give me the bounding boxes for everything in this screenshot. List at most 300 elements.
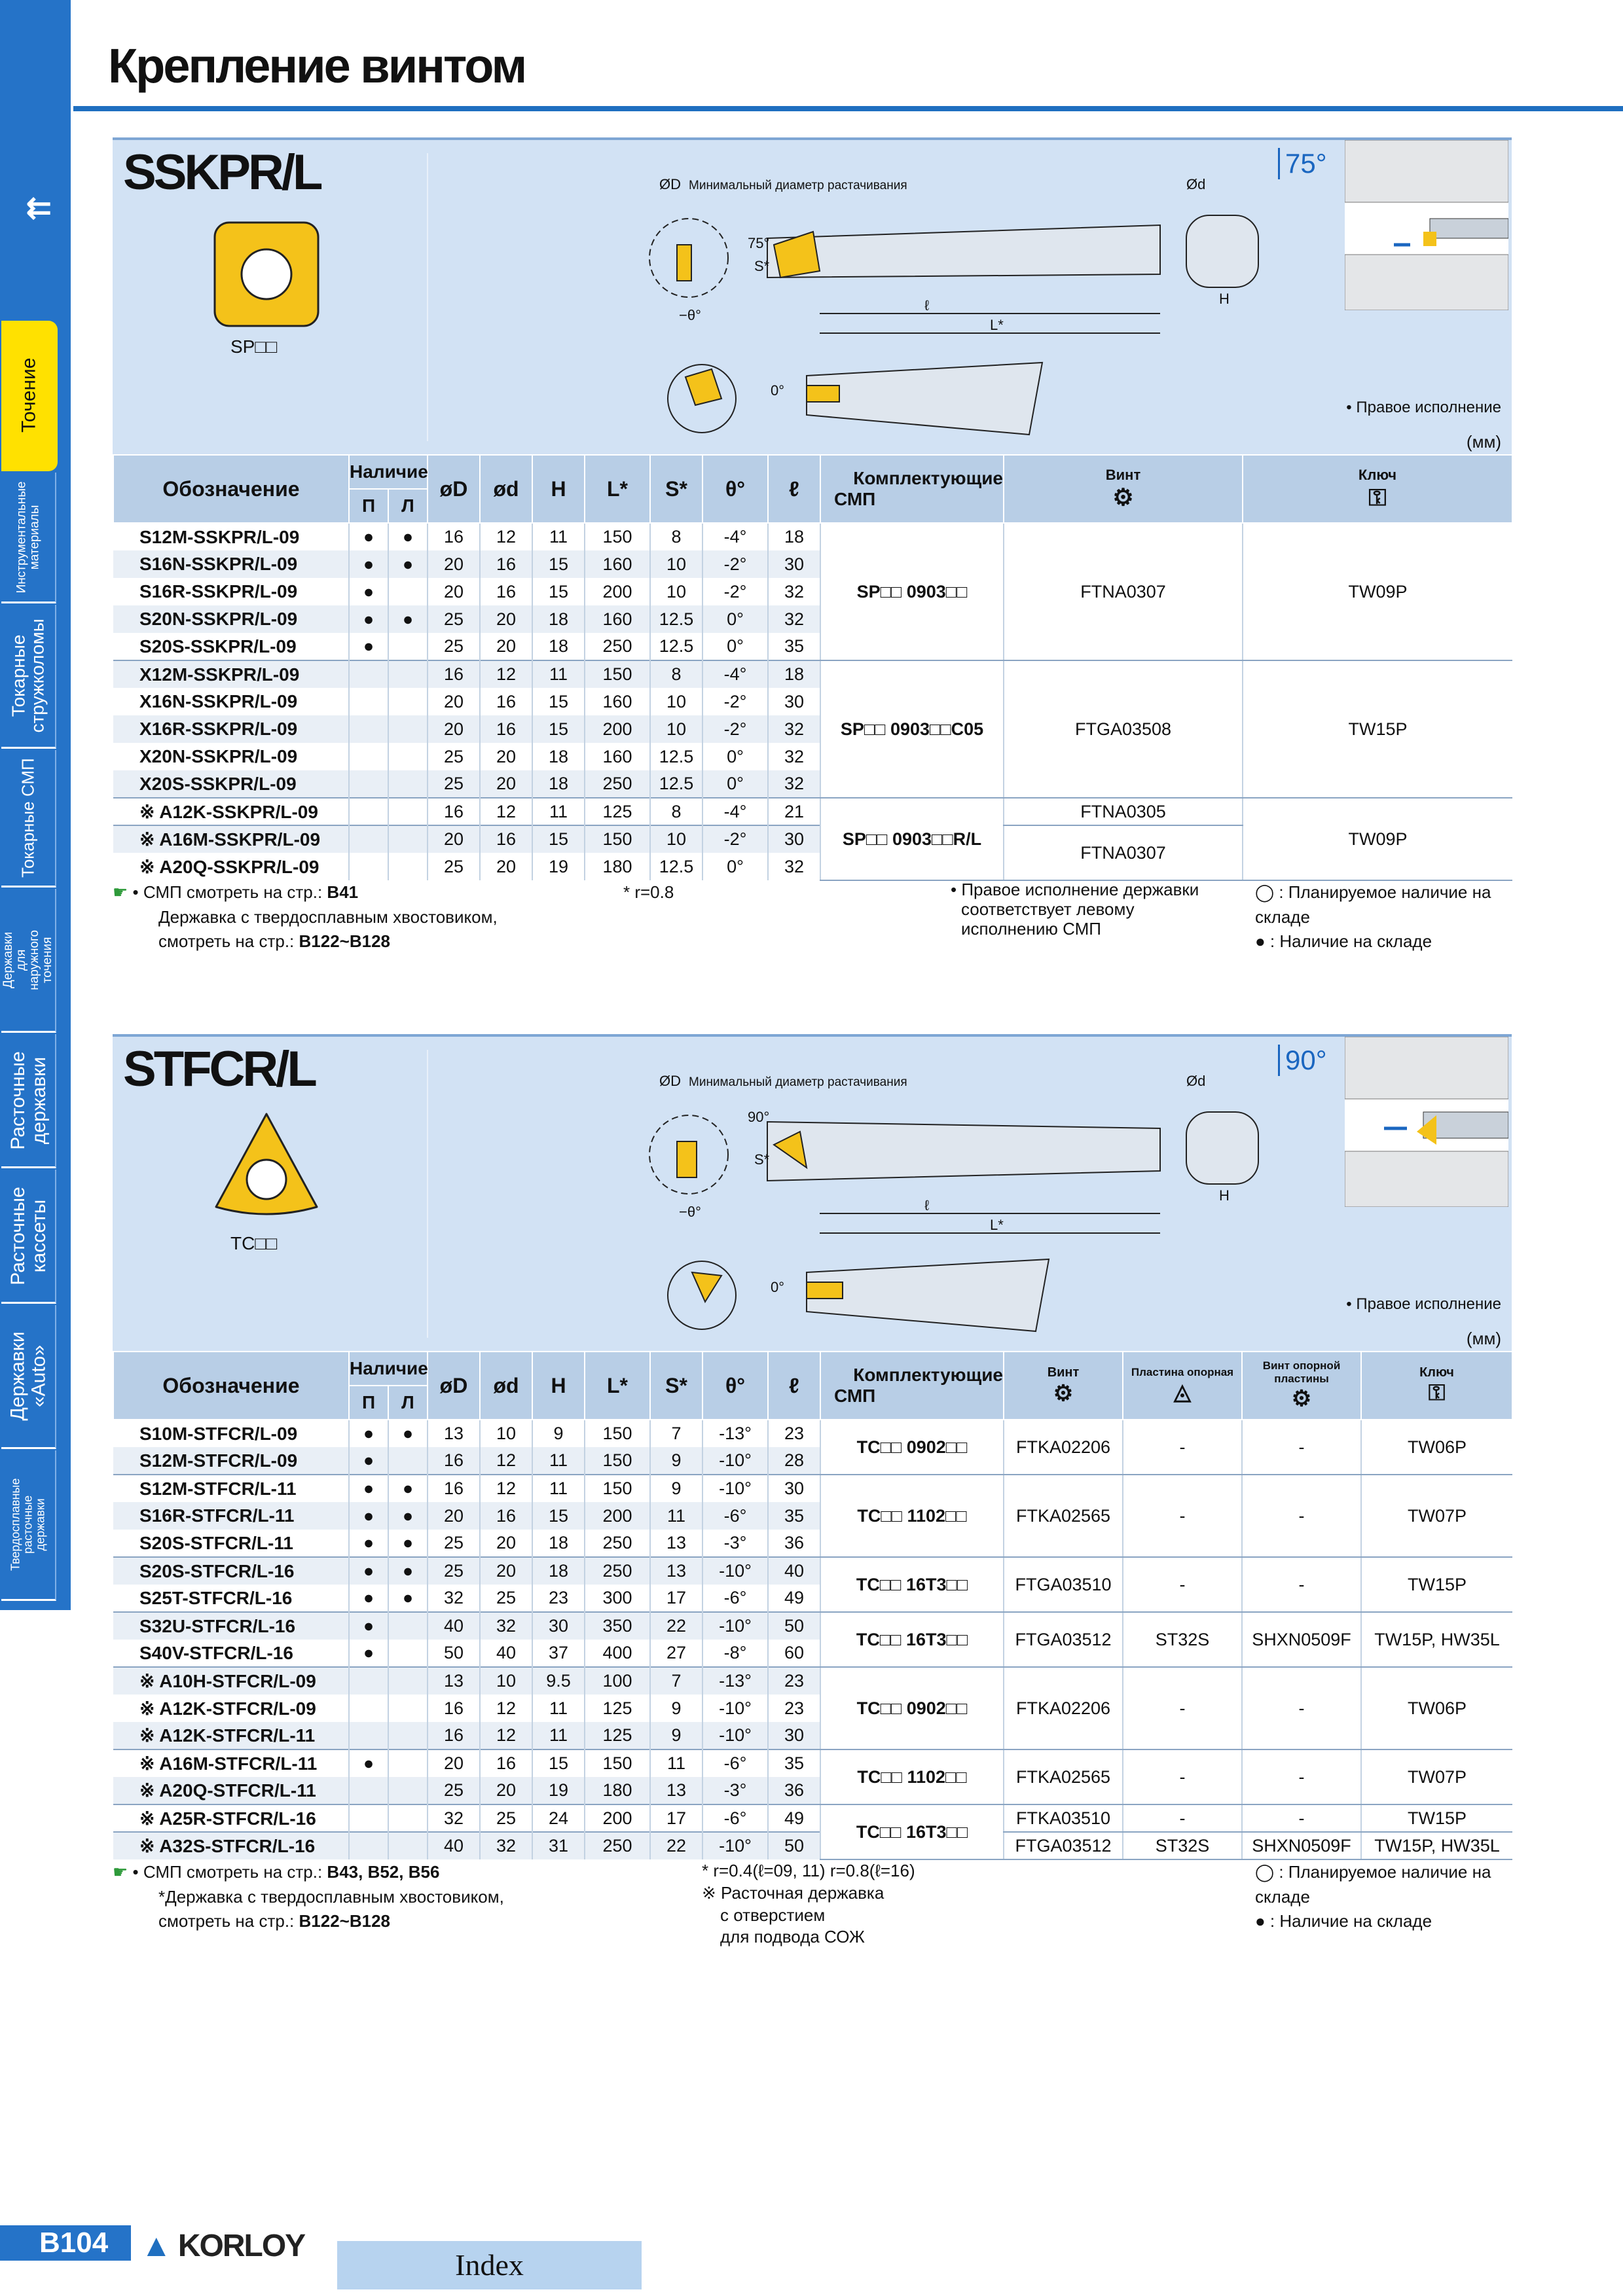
table-cell: TC□□ 0902□□: [820, 1420, 1004, 1475]
tab-carbide-bars[interactable]: Твердосплавные расточные державки: [1, 1450, 56, 1601]
right-hand-notes: • Правое исполнение державки соответствует левому исполнению СМП: [951, 880, 1199, 939]
table-cell: 11: [650, 1502, 702, 1530]
table-cell: 160: [585, 550, 650, 578]
table-cell: 21: [768, 798, 820, 825]
table-cell: 16: [480, 825, 532, 853]
table-cell: -: [1242, 1667, 1361, 1749]
col-L: L*: [585, 1352, 650, 1420]
table-cell: 9: [650, 1475, 702, 1502]
table-cell: 10: [480, 1667, 532, 1695]
table-cell: 32: [480, 1612, 532, 1640]
col-p: П: [349, 489, 388, 523]
table-cell: [349, 770, 388, 798]
table-cell: 36: [768, 1530, 820, 1557]
table-cell: ※ A16M-STFCR/L-11: [113, 1749, 349, 1777]
table-cell: [388, 770, 428, 798]
table-cell: 20: [480, 770, 532, 798]
table-cell: 15: [532, 688, 585, 715]
table-cell: -4°: [702, 798, 768, 825]
table-cell: 250: [585, 770, 650, 798]
col-ell: ℓ: [768, 1352, 820, 1420]
table-row: [113, 1420, 1512, 1447]
col-components: Комплектующие СМП: [820, 455, 1004, 523]
table-cell: 9: [650, 1722, 702, 1749]
table-cell: 8: [650, 660, 702, 688]
table-cell: 31: [532, 1832, 585, 1859]
table-cell: [349, 743, 388, 770]
table-cell: X20S-SSKPR/L-09: [113, 770, 349, 798]
table-cell: 11: [532, 798, 585, 825]
table-cell: 32: [768, 715, 820, 743]
col-shim: Пластина опорная ◬: [1123, 1352, 1242, 1420]
table-cell: 25: [428, 1557, 480, 1585]
table-cell: ST32S: [1123, 1612, 1242, 1667]
table-cell: 200: [585, 578, 650, 605]
table-cell: 12.5: [650, 743, 702, 770]
table-cell: 22: [650, 1612, 702, 1640]
table-cell: 18: [532, 770, 585, 798]
table-cell: 16: [480, 688, 532, 715]
table-cell: [388, 1804, 428, 1832]
insert-code: SP□□: [230, 336, 278, 357]
table-row: [113, 1749, 1512, 1777]
table-cell: ●: [388, 605, 428, 633]
table-cell: ●: [349, 633, 388, 660]
sskpr-table: [113, 454, 1513, 881]
table-row: [113, 1475, 1512, 1502]
col-screw: Винт ⚙: [1004, 1352, 1123, 1420]
table-cell: 20: [480, 1777, 532, 1804]
table-cell: 350: [585, 1612, 650, 1640]
table-cell: [349, 715, 388, 743]
table-cell: S32U-STFCR/L-16: [113, 1612, 349, 1640]
table-cell: 25: [428, 1777, 480, 1804]
table-cell: [349, 1667, 388, 1695]
table-cell: -: [1242, 1749, 1361, 1804]
col-H: H: [532, 1352, 585, 1420]
table-cell: [388, 1777, 428, 1804]
table-cell: FTKA02565: [1004, 1749, 1123, 1804]
table-cell: 32: [768, 743, 820, 770]
table-cell: 150: [585, 523, 650, 550]
table-cell: 300: [585, 1585, 650, 1612]
table-cell: 36: [768, 1777, 820, 1804]
col-designation: Обозначение: [113, 1352, 349, 1420]
table-cell: -2°: [702, 715, 768, 743]
table-cell: 13: [428, 1667, 480, 1695]
table-cell: 200: [585, 715, 650, 743]
table-cell: 12.5: [650, 605, 702, 633]
table-cell: 16: [480, 550, 532, 578]
table-cell: -13°: [702, 1667, 768, 1695]
table-row: [113, 1612, 1512, 1640]
table-cell: 23: [768, 1667, 820, 1695]
table-cell: -4°: [702, 523, 768, 550]
table-cell: 13: [428, 1420, 480, 1447]
table-cell: -: [1123, 1667, 1242, 1749]
hand-pointer-icon: ☛: [113, 882, 128, 902]
min-bore-label: Минимальный диаметр растачивания: [689, 179, 907, 192]
hand-pointer-icon: ☛: [113, 1862, 128, 1882]
table-cell: 17: [650, 1585, 702, 1612]
table-cell: TW15P, HW35L: [1361, 1612, 1512, 1667]
table-cell: 20: [428, 688, 480, 715]
diam-d-label: Ød: [1186, 1073, 1206, 1089]
table-cell: 15: [532, 715, 585, 743]
table-cell: 19: [532, 1777, 585, 1804]
tab-inserts[interactable]: Токарные СМП: [1, 750, 56, 888]
col-p: П: [349, 1386, 388, 1420]
table-cell: 13: [650, 1777, 702, 1804]
tab-turning[interactable]: Точение: [1, 321, 58, 471]
right-hand-note: • Правое исполнение: [1346, 399, 1501, 416]
table-cell: TW15P: [1361, 1557, 1512, 1612]
table-cell: 16: [480, 578, 532, 605]
table-cell: 32: [428, 1585, 480, 1612]
col-components: Комплектующие СМП: [820, 1352, 1004, 1420]
section-stfcr: [113, 1034, 1512, 1947]
table-cell: FTKA02565: [1004, 1475, 1123, 1557]
table-cell: 12: [480, 1722, 532, 1749]
table-cell: 160: [585, 605, 650, 633]
table-cell: ●: [349, 1612, 388, 1640]
table-cell: 250: [585, 1832, 650, 1859]
table-cell: 18: [768, 660, 820, 688]
table-cell: -6°: [702, 1804, 768, 1832]
table-cell: -6°: [702, 1502, 768, 1530]
boring-view-icon: [1345, 140, 1508, 310]
table-cell: 0°: [702, 605, 768, 633]
table-cell: 32: [768, 770, 820, 798]
table-cell: 12: [480, 1475, 532, 1502]
table-cell: 250: [585, 1530, 650, 1557]
angle-label: 90°: [748, 1109, 770, 1125]
table-cell: -2°: [702, 688, 768, 715]
table-cell: ●: [388, 1420, 428, 1447]
table-cell: 20: [480, 1530, 532, 1557]
table-row: [113, 798, 1512, 825]
table-cell: ※ A32S-STFCR/L-16: [113, 1832, 349, 1859]
diam-d-label: Ød: [1186, 176, 1206, 192]
table-cell: [349, 853, 388, 880]
table-cell: 18: [768, 523, 820, 550]
divider: [427, 1050, 428, 1338]
table-cell: 16: [480, 1749, 532, 1777]
H-label: H: [1219, 291, 1230, 307]
diam-D-label: ØD: [659, 176, 681, 192]
table-cell: 23: [532, 1585, 585, 1612]
table-cell: 32: [768, 853, 820, 880]
table-cell: TW09P: [1243, 798, 1512, 880]
table-cell: 32: [768, 605, 820, 633]
table-cell: [388, 853, 428, 880]
table-cell: 200: [585, 1804, 650, 1832]
table-cell: FTKA02206: [1004, 1420, 1123, 1475]
table-cell: -: [1123, 1420, 1242, 1475]
boring-view-icon: [1345, 1037, 1508, 1207]
table-cell: [388, 660, 428, 688]
table-cell: 17: [650, 1804, 702, 1832]
table-cell: SHXN0509F: [1242, 1832, 1361, 1859]
table-cell: -: [1242, 1475, 1361, 1557]
table-cell: ●: [349, 1640, 388, 1667]
table-cell: [388, 1640, 428, 1667]
tab-boring-cartridges[interactable]: Расточные кассеты: [1, 1170, 56, 1304]
table-cell: ※ A16M-SSKPR/L-09: [113, 825, 349, 853]
table-cell: 12: [480, 1447, 532, 1475]
table-row: [113, 1667, 1512, 1695]
table-cell: -: [1123, 1749, 1242, 1804]
holder-name: STFCR/L: [123, 1041, 315, 1097]
table-cell: 10: [650, 825, 702, 853]
table-cell: 10: [650, 715, 702, 743]
table-cell: 18: [532, 1557, 585, 1585]
table-cell: 25: [428, 605, 480, 633]
table-cell: 30: [532, 1612, 585, 1640]
table-cell: 12: [480, 1695, 532, 1722]
table-cell: 30: [768, 825, 820, 853]
unit-label: (мм): [1466, 1329, 1501, 1348]
min-bore-label: Минимальный диаметр растачивания: [689, 1075, 907, 1089]
table-cell: X16N-SSKPR/L-09: [139, 691, 298, 711]
table-cell: 32: [480, 1832, 532, 1859]
table-cell: ●: [388, 1502, 428, 1530]
table-cell: S20N-SSKPR/L-09: [113, 605, 349, 633]
col-shim-screw: Винт опорной пластины ⚙: [1242, 1352, 1361, 1420]
table-cell: 9: [532, 1420, 585, 1447]
radius-coolant-notes: * r=0.4(ℓ=09, 11) r=0.8(ℓ=16) ※ Расточная державка с отверстием для подвода СОЖ: [702, 1861, 915, 1947]
table-cell: 9: [650, 1447, 702, 1475]
table-cell: 150: [585, 825, 650, 853]
table-cell: 9: [650, 1695, 702, 1722]
triangle-insert-icon: [211, 1109, 322, 1220]
table-cell: -10°: [702, 1722, 768, 1749]
table-cell: ●: [349, 550, 388, 578]
table-cell: 35: [768, 1749, 820, 1777]
table-cell: 12.5: [650, 770, 702, 798]
radius-note: * r=0.8: [623, 882, 674, 902]
tab-auto-holders[interactable]: Державки «Auto»: [1, 1305, 56, 1449]
notes-left: ☛ • СМП смотреть на стр.: B41 Державка с твердосплавным хвостовиком, смотреть на стр.: B122~B128: [113, 882, 498, 952]
table-cell: -: [1123, 1475, 1242, 1557]
table-cell: TW06P: [1361, 1667, 1512, 1749]
table-cell: 30: [768, 550, 820, 578]
col-designation: Обозначение: [113, 455, 349, 523]
col-d: ød: [480, 455, 532, 523]
table-cell: 16: [428, 660, 480, 688]
table-row: [113, 523, 1512, 550]
table-cell: 20: [480, 743, 532, 770]
table-cell: [388, 825, 428, 853]
col-ell: ℓ: [768, 455, 820, 523]
table-cell: S12M-STFCR/L-09: [113, 1447, 349, 1475]
square-insert-icon: [211, 219, 322, 330]
table-cell: ●: [388, 523, 428, 550]
table-cell: S12M-SSKPR/L-09: [113, 523, 349, 550]
stfcr-dimension-diagram: [532, 1050, 1278, 1364]
table-cell: ●: [388, 1585, 428, 1612]
table-cell: -: [1242, 1557, 1361, 1612]
table-cell: [349, 825, 388, 853]
diam-D-label: ØD: [659, 1073, 681, 1089]
table-cell: -6°: [702, 1749, 768, 1777]
table-cell: SP□□ 0903□□C05: [820, 660, 1004, 798]
tab-boring-bars[interactable]: Расточные державки: [1, 1034, 56, 1168]
table-cell: -2°: [702, 825, 768, 853]
l-label: ℓ: [924, 1197, 930, 1213]
s-label: S*: [754, 258, 770, 274]
shim-icon: ◬: [1173, 1380, 1192, 1405]
table-cell: 18: [532, 605, 585, 633]
table-cell: ●: [349, 1475, 388, 1502]
table-cell: 60: [768, 1640, 820, 1667]
theta-label: −θ°: [679, 1204, 701, 1220]
table-cell: 150: [585, 1749, 650, 1777]
tab-tool-materials[interactable]: Инструментальные материалы: [1, 473, 56, 603]
table-cell: 27: [650, 1640, 702, 1667]
table-cell: 13: [650, 1530, 702, 1557]
shim-screw-icon: ⚙: [1291, 1386, 1312, 1411]
tab-external-holders[interactable]: Державки для наружного точения: [1, 889, 56, 1033]
zero-angle-label: 0°: [771, 1279, 785, 1295]
L-label: L*: [990, 1217, 1004, 1233]
table-cell: [388, 1749, 428, 1777]
table-cell: -6°: [702, 1585, 768, 1612]
table-cell: ●: [349, 1447, 388, 1475]
table-cell: 30: [768, 688, 820, 715]
zero-angle-label: 0°: [771, 382, 785, 399]
table-row: [113, 1804, 1512, 1832]
table-cell: 11: [650, 1749, 702, 1777]
table-cell: 10: [480, 1420, 532, 1447]
table-cell: 23: [768, 1695, 820, 1722]
tab-chipbreakers[interactable]: Токарные стружколомы: [1, 605, 56, 749]
table-cell: ※ A12K-STFCR/L-11: [113, 1722, 349, 1749]
col-key: Ключ ⚿: [1243, 455, 1512, 523]
table-cell: X12M-SSKPR/L-09: [113, 660, 349, 688]
table-cell: -: [1242, 1804, 1361, 1832]
sskpr-dimension-diagram: [532, 153, 1278, 467]
table-cell: 9.5: [532, 1667, 585, 1695]
col-S: S*: [650, 1352, 702, 1420]
table-cell: 11: [532, 660, 585, 688]
table-cell: 37: [532, 1640, 585, 1667]
table-cell: TW06P: [1361, 1420, 1512, 1475]
entering-angle: 90°: [1278, 1045, 1327, 1076]
col-theta: θ°: [702, 1352, 768, 1420]
table-cell: 25: [480, 1804, 532, 1832]
index-button[interactable]: Index: [337, 2241, 642, 2289]
notes-left: ☛ • СМП смотреть на стр.: B43, B52, B56 *Державка с твердосплавным хвостовиком, смотреть на стр.: B122~B128: [113, 1862, 504, 1931]
table-cell: TW15P: [1243, 660, 1512, 798]
table-cell: TC□□ 16T3□□: [820, 1804, 1004, 1859]
table-cell: S20S-STFCR/L-16: [113, 1557, 349, 1585]
theta-label: −θ°: [679, 307, 701, 323]
stfcr-table: [113, 1351, 1513, 1860]
table-cell: 20: [428, 1749, 480, 1777]
table-cell: 125: [585, 798, 650, 825]
table-cell: S25T-STFCR/L-16: [139, 1587, 293, 1608]
table-cell: -3°: [702, 1777, 768, 1804]
table-cell: 12.5: [650, 853, 702, 880]
table-cell: ●: [349, 523, 388, 550]
table-cell: 400: [585, 1640, 650, 1667]
table-cell: 10: [650, 688, 702, 715]
table-cell: 35: [768, 633, 820, 660]
table-cell: 150: [585, 1447, 650, 1475]
table-cell: 20: [428, 1502, 480, 1530]
table-cell: [349, 1722, 388, 1749]
table-cell: FTNA0305: [1004, 798, 1243, 825]
title-divider: [73, 106, 1623, 111]
table-cell: 25: [428, 633, 480, 660]
table-cell: S20S-STFCR/L-11: [139, 1532, 293, 1553]
table-cell: TW15P: [1361, 1804, 1512, 1832]
table-cell: S20S-SSKPR/L-09: [139, 636, 297, 656]
table-cell: FTKA02206: [1004, 1667, 1123, 1749]
table-cell: 100: [585, 1667, 650, 1695]
angle-label: 75°: [748, 235, 770, 251]
table-cell: 11: [532, 1447, 585, 1475]
table-cell: 28: [768, 1447, 820, 1475]
table-cell: -8°: [702, 1640, 768, 1667]
table-cell: 20: [428, 715, 480, 743]
table-cell: ●: [349, 605, 388, 633]
divider: [427, 153, 428, 441]
table-cell: 16: [428, 1722, 480, 1749]
table-cell: [349, 1777, 388, 1804]
table-cell: 50: [768, 1612, 820, 1640]
table-cell: 50: [428, 1640, 480, 1667]
table-cell: [349, 1695, 388, 1722]
table-cell: 8: [650, 798, 702, 825]
table-cell: 20: [428, 825, 480, 853]
table-cell: 125: [585, 1722, 650, 1749]
table-cell: ●: [349, 578, 388, 605]
col-L: L*: [585, 455, 650, 523]
table-cell: S10M-STFCR/L-09: [113, 1420, 349, 1447]
table-cell: 15: [532, 1502, 585, 1530]
table-cell: [349, 660, 388, 688]
col-availability: Наличие: [349, 1352, 428, 1386]
table-cell: ※ A12K-STFCR/L-09: [139, 1698, 316, 1719]
table-cell: 18: [532, 743, 585, 770]
table-cell: -10°: [702, 1832, 768, 1859]
availability-legend: ◯ : Планируемое наличие на складе ● : Наличие на складе: [1255, 882, 1491, 952]
right-hand-note: • Правое исполнение: [1346, 1295, 1501, 1313]
table-cell: -2°: [702, 550, 768, 578]
table-cell: -: [1242, 1420, 1361, 1475]
col-key: Ключ ⚿: [1361, 1352, 1512, 1420]
table-cell: 20: [480, 633, 532, 660]
table-cell: [388, 743, 428, 770]
table-cell: 16: [480, 1502, 532, 1530]
section-header: [113, 137, 1512, 468]
table-cell: 13: [650, 1557, 702, 1585]
table-cell: 125: [585, 1695, 650, 1722]
table-cell: 22: [650, 1832, 702, 1859]
page-title: Крепление винтом: [108, 39, 526, 93]
back-arrows-icon[interactable]: ⇇: [26, 190, 45, 224]
table-cell: ※ A25R-STFCR/L-16: [113, 1804, 349, 1832]
availability-legend: ◯ : Планируемое наличие на складе ● : Наличие на складе: [1255, 1862, 1491, 1931]
table-cell: 11: [532, 523, 585, 550]
screw-icon: ⚙: [1053, 1380, 1074, 1406]
table-cell: [388, 688, 428, 715]
table-cell: -10°: [702, 1557, 768, 1585]
table-row: [113, 1557, 1512, 1585]
table-cell: 160: [585, 688, 650, 715]
